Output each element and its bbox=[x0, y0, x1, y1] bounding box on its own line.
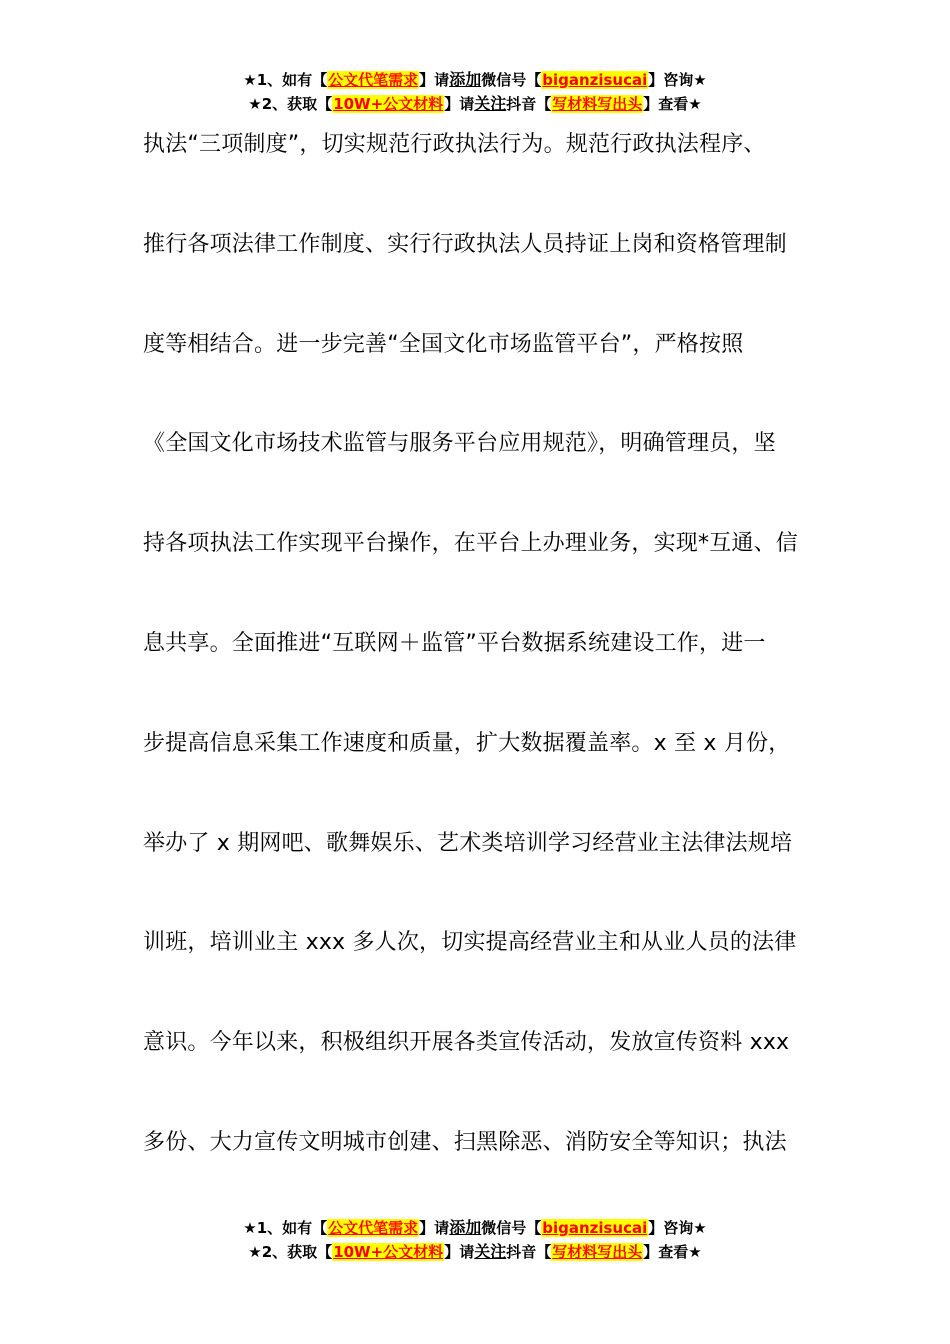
paragraph-line: 推行各项法律工作制度、实行行政执法人员持证上岗和资格管理制 bbox=[143, 231, 787, 257]
banner-text: 】请 bbox=[419, 1219, 450, 1237]
banner-text: 】请 bbox=[419, 71, 450, 89]
paragraph-line: 步提高信息采集工作速度和质量，扩大数据覆盖率。x 至 x 月份， bbox=[143, 730, 791, 756]
banner-text: 】咨询★ bbox=[648, 71, 707, 89]
paragraph-line: 持各项执法工作实现平台操作，在平台上办理业务，实现*互通、信 bbox=[143, 531, 799, 557]
banner-text: 抖音【 bbox=[506, 1243, 552, 1261]
banner-text: 】请 bbox=[444, 1243, 475, 1261]
paragraph-line: 多份、大力宣传文明城市创建、扫黑除恶、消防安全等知识；执法 bbox=[143, 1129, 787, 1155]
highlight-materials: 10W+公文材料 bbox=[333, 1243, 444, 1261]
paragraph-line: 举办了 x 期网吧、歌舞娱乐、艺术类培训学习经营业主法律法规培 bbox=[143, 830, 793, 856]
highlight-materials: 10W+公文材料 bbox=[333, 95, 444, 113]
banner-line-1 bbox=[0, 1216, 950, 1240]
paragraph-line: 度等相结合。进一步完善“全国文化市场监管平台”，严格按照 bbox=[143, 331, 744, 357]
banner-text: ★2、获取【 bbox=[248, 95, 333, 113]
banner-emphasis: 关注 bbox=[474, 94, 507, 113]
banner-line-1 bbox=[0, 68, 950, 92]
banner-emphasis: 添加 bbox=[449, 70, 482, 89]
banner-line-2 bbox=[0, 92, 950, 116]
banner-emphasis: 关注 bbox=[474, 1242, 507, 1261]
paragraph-line: 息共享。全面推进“互联网＋监管”平台数据系统建设工作，进一 bbox=[143, 630, 766, 656]
banner-line-2 bbox=[0, 1240, 950, 1264]
paragraph-line: 训班，培训业主 xxx 多人次，切实提高经营业主和从业人员的法律 bbox=[143, 930, 797, 956]
document-body bbox=[143, 120, 823, 1218]
banner-text: 】查看★ bbox=[643, 1243, 702, 1261]
highlight-wechat-id: biganzisucai bbox=[542, 1219, 648, 1237]
highlight-service: 公文代笔需求 bbox=[328, 1219, 419, 1237]
banner-text: 】查看★ bbox=[643, 95, 702, 113]
paragraph-line: 《全国文化市场技术监管与服务平台应用规范》，明确管理员，坚 bbox=[143, 431, 776, 457]
paragraph-line: 执法“三项制度”，切实规范行政执法行为。规范行政执法程序、 bbox=[143, 132, 766, 157]
banner-text: ★1、如有【 bbox=[243, 1219, 328, 1237]
footer-banner bbox=[0, 1216, 950, 1264]
highlight-douyin: 写材料写出头 bbox=[552, 1243, 643, 1261]
highlight-douyin: 写材料写出头 bbox=[552, 95, 643, 113]
banner-text: ★1、如有【 bbox=[243, 71, 328, 89]
paragraph-line: 意识。今年以来，积极组织开展各类宣传活动，发放宣传资料 xxx bbox=[143, 1030, 790, 1056]
header-banner bbox=[0, 68, 950, 116]
banner-text: ★2、获取【 bbox=[248, 1243, 333, 1261]
banner-text: 抖音【 bbox=[506, 95, 552, 113]
banner-emphasis: 添加 bbox=[449, 1218, 482, 1237]
banner-text: 微信号【 bbox=[481, 71, 542, 89]
highlight-wechat-id: biganzisucai bbox=[542, 71, 648, 89]
banner-text: 】请 bbox=[444, 95, 475, 113]
banner-text: 微信号【 bbox=[481, 1219, 542, 1237]
banner-text: 】咨询★ bbox=[648, 1219, 707, 1237]
highlight-service: 公文代笔需求 bbox=[328, 71, 419, 89]
